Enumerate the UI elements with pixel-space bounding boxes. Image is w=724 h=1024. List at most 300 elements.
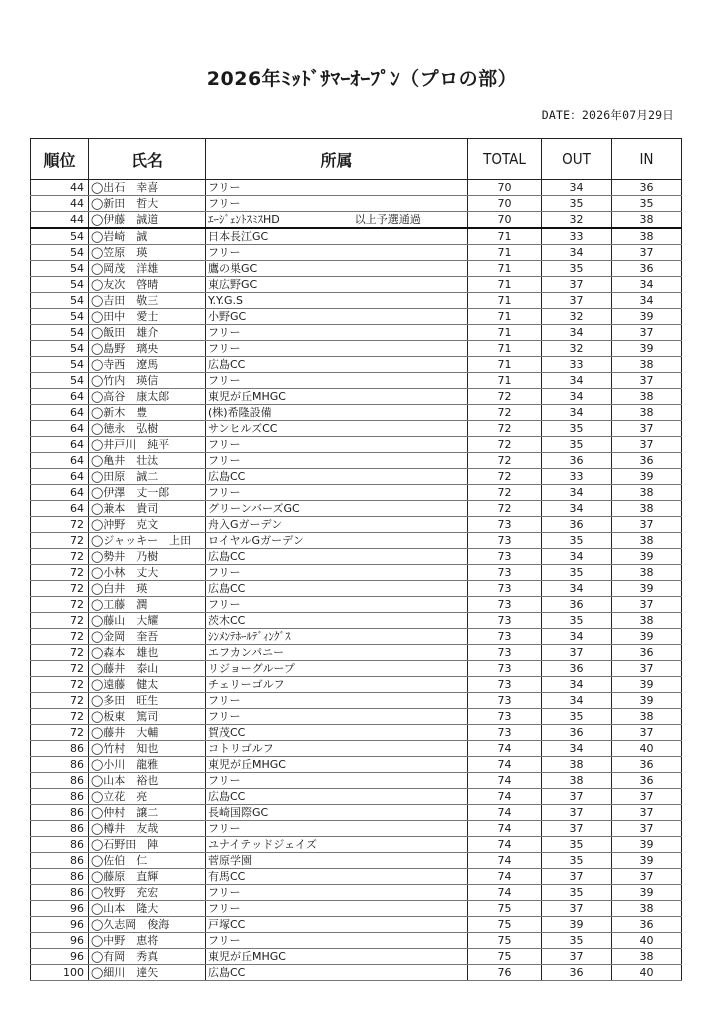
player-name-cell: ◯出石 幸喜 xyxy=(89,180,206,196)
in-cell: 39 xyxy=(612,693,682,709)
out-cell: 37 xyxy=(542,789,612,805)
affiliation-cell xyxy=(206,597,468,613)
out-cell: 36 xyxy=(542,597,612,613)
rank-cell: 86 xyxy=(31,821,89,837)
total-cell: 73 xyxy=(468,517,542,533)
out-cell: 35 xyxy=(542,853,612,869)
out-cell: 33 xyxy=(542,357,612,373)
player-name-cell: ◯島野 璃央 xyxy=(89,341,206,357)
rank-cell: 86 xyxy=(31,789,89,805)
out-cell: 37 xyxy=(542,277,612,293)
table-row xyxy=(31,357,682,373)
in-cell: 39 xyxy=(612,581,682,597)
header-affiliation: 所属 xyxy=(206,139,468,180)
report-date: DATE：2026年07月29日 xyxy=(541,108,674,122)
affiliation-text: 広島CC xyxy=(208,550,246,563)
out-cell: 35 xyxy=(542,261,612,277)
rank-cell: 54 xyxy=(31,277,89,293)
player-name-cell: ◯久志岡 俊海 xyxy=(89,917,206,933)
header-total: TOTAL xyxy=(468,139,542,180)
rank-cell: 64 xyxy=(31,421,89,437)
in-cell: 38 xyxy=(612,533,682,549)
total-cell: 73 xyxy=(468,549,542,565)
player-name-cell: ◯ジャッキー 上田 xyxy=(89,533,206,549)
rank-cell: 86 xyxy=(31,869,89,885)
total-cell: 70 xyxy=(468,180,542,196)
in-cell: 38 xyxy=(612,405,682,421)
affiliation-cell xyxy=(206,517,468,533)
total-cell: 74 xyxy=(468,805,542,821)
total-cell: 73 xyxy=(468,597,542,613)
affiliation-text: フリー xyxy=(208,246,241,259)
affiliation-cell xyxy=(206,389,468,405)
affiliation-cell xyxy=(206,741,468,757)
in-cell: 37 xyxy=(612,597,682,613)
table-row xyxy=(31,245,682,261)
in-cell: 34 xyxy=(612,277,682,293)
rank-cell: 44 xyxy=(31,196,89,212)
in-cell: 37 xyxy=(612,869,682,885)
header-name: 氏名 xyxy=(89,139,206,180)
table-row xyxy=(31,613,682,629)
total-cell: 73 xyxy=(468,645,542,661)
rank-cell: 96 xyxy=(31,901,89,917)
rank-cell: 54 xyxy=(31,373,89,389)
affiliation-cell xyxy=(206,533,468,549)
total-cell: 72 xyxy=(468,485,542,501)
out-cell: 34 xyxy=(542,629,612,645)
total-cell: 73 xyxy=(468,693,542,709)
affiliation-cell xyxy=(206,901,468,917)
total-cell: 71 xyxy=(468,293,542,309)
affiliation-cell xyxy=(206,693,468,709)
rank-cell: 54 xyxy=(31,357,89,373)
header-in: IN xyxy=(612,139,682,180)
affiliation-text: フリー xyxy=(208,902,241,915)
in-cell: 37 xyxy=(612,661,682,677)
table-row xyxy=(31,821,682,837)
in-cell: 37 xyxy=(612,517,682,533)
player-name-cell: ◯田原 誠二 xyxy=(89,469,206,485)
player-name-cell: ◯山本 隆大 xyxy=(89,901,206,917)
rank-cell: 72 xyxy=(31,517,89,533)
player-name-cell: ◯竹内 瑛信 xyxy=(89,373,206,389)
total-cell: 73 xyxy=(468,565,542,581)
affiliation-cell xyxy=(206,357,468,373)
player-name-cell: ◯白井 瑛 xyxy=(89,581,206,597)
in-cell: 37 xyxy=(612,437,682,453)
out-cell: 34 xyxy=(542,677,612,693)
affiliation-text: 東広野GC xyxy=(208,278,258,291)
player-name-cell: ◯高谷 康太郎 xyxy=(89,389,206,405)
affiliation-text: 鷹の巣GC xyxy=(208,262,258,275)
rank-cell: 72 xyxy=(31,533,89,549)
affiliation-text: フリー xyxy=(208,822,241,835)
in-cell: 39 xyxy=(612,469,682,485)
player-name-cell: ◯吉田 敬三 xyxy=(89,293,206,309)
out-cell: 36 xyxy=(542,517,612,533)
affiliation-cell xyxy=(206,661,468,677)
in-cell: 38 xyxy=(612,613,682,629)
player-name-cell: ◯藤井 大輔 xyxy=(89,725,206,741)
total-cell: 70 xyxy=(468,196,542,212)
out-cell: 35 xyxy=(542,837,612,853)
rank-cell: 54 xyxy=(31,261,89,277)
total-cell: 72 xyxy=(468,389,542,405)
header-row xyxy=(31,139,682,180)
out-cell: 36 xyxy=(542,661,612,677)
out-cell: 37 xyxy=(542,949,612,965)
out-cell: 33 xyxy=(542,469,612,485)
page-title: 2026年ﾐｯﾄﾞｻﾏｰｵｰﾌﾟﾝ（プロの部） xyxy=(206,68,518,90)
affiliation-cell xyxy=(206,853,468,869)
affiliation-cell xyxy=(206,421,468,437)
table-row xyxy=(31,917,682,933)
table-row xyxy=(31,485,682,501)
affiliation-text: フリー xyxy=(208,710,241,723)
in-cell: 39 xyxy=(612,309,682,325)
in-cell: 39 xyxy=(612,629,682,645)
affiliation-cell xyxy=(206,821,468,837)
table-row xyxy=(31,277,682,293)
total-cell: 76 xyxy=(468,965,542,981)
affiliation-cell xyxy=(206,677,468,693)
affiliation-text: フリー xyxy=(208,181,241,194)
affiliation-cell xyxy=(206,709,468,725)
player-name-cell: ◯樽井 友哉 xyxy=(89,821,206,837)
out-cell: 37 xyxy=(542,869,612,885)
table-row xyxy=(31,389,682,405)
out-cell: 34 xyxy=(542,581,612,597)
table-row xyxy=(31,533,682,549)
total-cell: 70 xyxy=(468,212,542,229)
out-cell: 36 xyxy=(542,725,612,741)
table-row xyxy=(31,773,682,789)
in-cell: 39 xyxy=(612,853,682,869)
affiliation-text: フリー xyxy=(208,438,241,451)
affiliation-text: ｼﾝﾒﾝﾃﾎｰﾙﾃﾞｨﾝｸﾞｽ xyxy=(208,630,291,643)
affiliation-text: 茨木CC xyxy=(208,614,246,627)
total-cell: 74 xyxy=(468,757,542,773)
out-cell: 33 xyxy=(542,228,612,245)
in-cell: 39 xyxy=(612,885,682,901)
player-name-cell: ◯立花 亮 xyxy=(89,789,206,805)
rank-cell: 64 xyxy=(31,453,89,469)
table-row xyxy=(31,261,682,277)
player-name-cell: ◯竹村 知也 xyxy=(89,741,206,757)
player-name-cell: ◯井戸川 純平 xyxy=(89,437,206,453)
rank-cell: 72 xyxy=(31,565,89,581)
affiliation-text: フリー xyxy=(208,486,241,499)
affiliation-cell xyxy=(206,773,468,789)
out-cell: 35 xyxy=(542,437,612,453)
out-cell: 35 xyxy=(542,933,612,949)
table-row xyxy=(31,597,682,613)
rank-cell: 72 xyxy=(31,549,89,565)
out-cell: 35 xyxy=(542,196,612,212)
affiliation-text: フリー xyxy=(208,454,241,467)
in-cell: 34 xyxy=(612,293,682,309)
total-cell: 72 xyxy=(468,405,542,421)
table-row xyxy=(31,341,682,357)
affiliation-cell xyxy=(206,341,468,357)
in-cell: 35 xyxy=(612,196,682,212)
rank-cell: 86 xyxy=(31,853,89,869)
affiliation-text: フリー xyxy=(208,566,241,579)
out-cell: 34 xyxy=(542,693,612,709)
player-name-cell: ◯佐伯 仁 xyxy=(89,853,206,869)
total-cell: 73 xyxy=(468,613,542,629)
affiliation-cell xyxy=(206,485,468,501)
in-cell: 40 xyxy=(612,741,682,757)
rank-cell: 86 xyxy=(31,773,89,789)
out-cell: 35 xyxy=(542,613,612,629)
total-cell: 75 xyxy=(468,933,542,949)
rank-cell: 54 xyxy=(31,228,89,245)
total-cell: 71 xyxy=(468,325,542,341)
total-cell: 73 xyxy=(468,661,542,677)
total-cell: 75 xyxy=(468,901,542,917)
player-name-cell: ◯藤山 大耀 xyxy=(89,613,206,629)
rank-cell: 54 xyxy=(31,245,89,261)
out-cell: 34 xyxy=(542,325,612,341)
rank-cell: 64 xyxy=(31,501,89,517)
player-name-cell: ◯森本 雄也 xyxy=(89,645,206,661)
out-cell: 35 xyxy=(542,533,612,549)
table-row xyxy=(31,196,682,212)
affiliation-cell xyxy=(206,245,468,261)
affiliation-text: 戸塚CC xyxy=(208,918,246,931)
player-name-cell: ◯沖野 克文 xyxy=(89,517,206,533)
player-name-cell: ◯亀井 壮汰 xyxy=(89,453,206,469)
in-cell: 40 xyxy=(612,965,682,981)
in-cell: 37 xyxy=(612,789,682,805)
affiliation-text: 小野GC xyxy=(208,310,247,323)
affiliation-cell xyxy=(206,629,468,645)
total-cell: 72 xyxy=(468,501,542,517)
out-cell: 35 xyxy=(542,709,612,725)
rank-cell: 72 xyxy=(31,581,89,597)
table-row xyxy=(31,212,682,229)
affiliation-text: 賀茂CC xyxy=(208,726,246,739)
affiliation-cell xyxy=(206,180,468,196)
in-cell: 38 xyxy=(612,501,682,517)
affiliation-cell xyxy=(206,885,468,901)
table-row xyxy=(31,661,682,677)
affiliation-text: ｴｰｼﾞｪﾝﾄｽﾐｽHD xyxy=(208,213,280,226)
table-row xyxy=(31,869,682,885)
affiliation-text: フリー xyxy=(208,774,241,787)
out-cell: 34 xyxy=(542,741,612,757)
total-cell: 73 xyxy=(468,581,542,597)
table-row xyxy=(31,693,682,709)
affiliation-cell xyxy=(206,437,468,453)
player-name-cell: ◯飯田 雄介 xyxy=(89,325,206,341)
out-cell: 36 xyxy=(542,453,612,469)
in-cell: 37 xyxy=(612,421,682,437)
total-cell: 74 xyxy=(468,789,542,805)
player-name-cell: ◯岩崎 誠 xyxy=(89,228,206,245)
rank-cell: 54 xyxy=(31,309,89,325)
table-row xyxy=(31,709,682,725)
affiliation-cell xyxy=(206,837,468,853)
affiliation-text: 東児が丘MHGC xyxy=(208,758,286,771)
affiliation-cell xyxy=(206,228,468,245)
affiliation-cell xyxy=(206,581,468,597)
table-row xyxy=(31,805,682,821)
player-name-cell: ◯藤井 泰山 xyxy=(89,661,206,677)
rank-cell: 54 xyxy=(31,293,89,309)
table-row xyxy=(31,837,682,853)
total-cell: 74 xyxy=(468,869,542,885)
in-cell: 39 xyxy=(612,341,682,357)
table-row xyxy=(31,757,682,773)
affiliation-text: (株)希隆設備 xyxy=(208,406,272,419)
results-table xyxy=(30,138,682,981)
in-cell: 37 xyxy=(612,373,682,389)
rank-cell: 86 xyxy=(31,805,89,821)
affiliation-text: フリー xyxy=(208,326,241,339)
affiliation-text: 有馬CC xyxy=(208,870,246,883)
table-row xyxy=(31,949,682,965)
affiliation-text: フリー xyxy=(208,374,241,387)
player-name-cell: ◯金岡 奎吾 xyxy=(89,629,206,645)
total-cell: 71 xyxy=(468,261,542,277)
total-cell: 72 xyxy=(468,469,542,485)
total-cell: 74 xyxy=(468,837,542,853)
table-row xyxy=(31,469,682,485)
player-name-cell: ◯中野 恵将 xyxy=(89,933,206,949)
table-row xyxy=(31,309,682,325)
affiliation-cell xyxy=(206,501,468,517)
in-cell: 39 xyxy=(612,837,682,853)
player-name-cell: ◯藤原 直輝 xyxy=(89,869,206,885)
affiliation-text: エフカンパニー xyxy=(208,646,285,659)
out-cell: 35 xyxy=(542,885,612,901)
affiliation-text: グリーンバーズGC xyxy=(208,502,300,515)
total-cell: 73 xyxy=(468,725,542,741)
in-cell: 38 xyxy=(612,212,682,229)
in-cell: 36 xyxy=(612,773,682,789)
affiliation-text: フリー xyxy=(208,886,241,899)
in-cell: 38 xyxy=(612,901,682,917)
table-row xyxy=(31,885,682,901)
rank-cell: 100 xyxy=(31,965,89,981)
results-body xyxy=(31,180,682,981)
player-name-cell: ◯岡茂 洋雄 xyxy=(89,261,206,277)
affiliation-cell xyxy=(206,261,468,277)
player-name-cell: ◯新田 哲大 xyxy=(89,196,206,212)
rank-cell: 72 xyxy=(31,597,89,613)
in-cell: 40 xyxy=(612,933,682,949)
total-cell: 71 xyxy=(468,373,542,389)
affiliation-cell xyxy=(206,212,468,229)
affiliation-text: チェリーゴルフ xyxy=(208,678,285,691)
affiliation-cell xyxy=(206,549,468,565)
player-name-cell: ◯田中 愛士 xyxy=(89,309,206,325)
affiliation-cell xyxy=(206,373,468,389)
total-cell: 75 xyxy=(468,949,542,965)
total-cell: 75 xyxy=(468,917,542,933)
out-cell: 32 xyxy=(542,212,612,229)
player-name-cell: ◯新木 豊 xyxy=(89,405,206,421)
out-cell: 39 xyxy=(542,917,612,933)
rank-cell: 72 xyxy=(31,629,89,645)
affiliation-cell xyxy=(206,565,468,581)
total-cell: 73 xyxy=(468,533,542,549)
in-cell: 36 xyxy=(612,917,682,933)
rank-cell: 86 xyxy=(31,885,89,901)
table-row xyxy=(31,933,682,949)
rank-cell: 72 xyxy=(31,709,89,725)
player-name-cell: ◯工藤 潤 xyxy=(89,597,206,613)
affiliation-cell xyxy=(206,309,468,325)
rank-cell: 86 xyxy=(31,837,89,853)
player-name-cell: ◯兼本 貴司 xyxy=(89,501,206,517)
table-row xyxy=(31,677,682,693)
rank-cell: 64 xyxy=(31,469,89,485)
out-cell: 35 xyxy=(542,565,612,581)
rank-cell: 64 xyxy=(31,389,89,405)
out-cell: 32 xyxy=(542,341,612,357)
header-rank: 順位 xyxy=(31,139,89,180)
affiliation-cell xyxy=(206,645,468,661)
affiliation-text: フリー xyxy=(208,342,241,355)
affiliation-cell xyxy=(206,933,468,949)
out-cell: 37 xyxy=(542,805,612,821)
total-cell: 74 xyxy=(468,741,542,757)
in-cell: 36 xyxy=(612,180,682,196)
table-row xyxy=(31,901,682,917)
affiliation-text: コトリゴルフ xyxy=(208,742,274,755)
out-cell: 34 xyxy=(542,501,612,517)
total-cell: 74 xyxy=(468,885,542,901)
table-row xyxy=(31,373,682,389)
out-cell: 36 xyxy=(542,965,612,981)
out-cell: 34 xyxy=(542,180,612,196)
affiliation-text: 広島CC xyxy=(208,582,246,595)
total-cell: 74 xyxy=(468,773,542,789)
in-cell: 37 xyxy=(612,245,682,261)
table-row xyxy=(31,405,682,421)
rank-cell: 54 xyxy=(31,325,89,341)
in-cell: 39 xyxy=(612,677,682,693)
in-cell: 36 xyxy=(612,453,682,469)
affiliation-cell xyxy=(206,949,468,965)
rank-cell: 96 xyxy=(31,933,89,949)
in-cell: 38 xyxy=(612,709,682,725)
table-row xyxy=(31,437,682,453)
total-cell: 72 xyxy=(468,421,542,437)
affiliation-cell xyxy=(206,196,468,212)
affiliation-text: リジョーグループ xyxy=(208,662,295,675)
affiliation-text: ユナイテッドジェイズ xyxy=(208,838,317,851)
player-name-cell: ◯徳永 弘樹 xyxy=(89,421,206,437)
table-row xyxy=(31,228,682,245)
table-row xyxy=(31,565,682,581)
affiliation-cell xyxy=(206,613,468,629)
in-cell: 39 xyxy=(612,549,682,565)
affiliation-text: サンヒルズCC xyxy=(208,422,278,435)
out-cell: 34 xyxy=(542,405,612,421)
table-row xyxy=(31,645,682,661)
affiliation-cell xyxy=(206,325,468,341)
rank-cell: 64 xyxy=(31,437,89,453)
total-cell: 73 xyxy=(468,709,542,725)
affiliation-text: 東児が丘MHGC xyxy=(208,950,286,963)
in-cell: 36 xyxy=(612,757,682,773)
player-name-cell: ◯笠原 瑛 xyxy=(89,245,206,261)
